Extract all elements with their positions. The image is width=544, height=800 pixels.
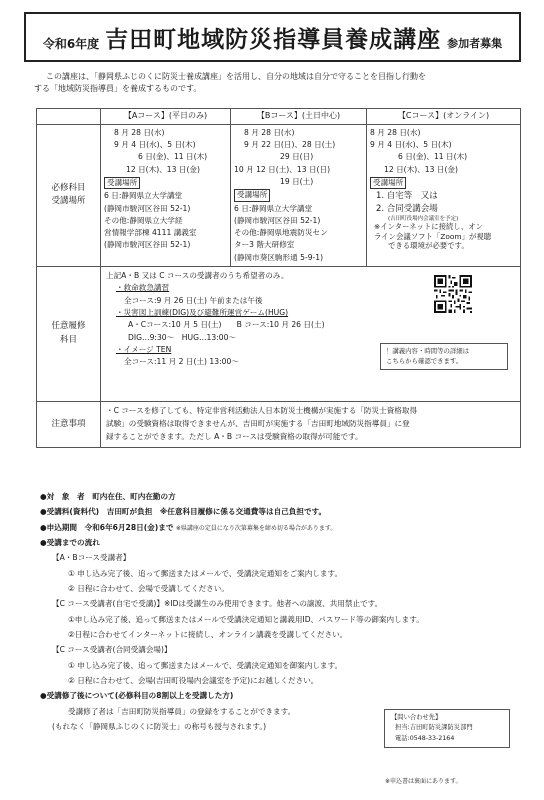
- date-line: 10 月 12 日(土)、13 日(日): [234, 164, 331, 174]
- course-c-cell: [367, 124, 521, 266]
- venue-line: 営情報学部棟 4111 講義室: [104, 228, 197, 238]
- complete-title: ●受講修了後について(必修科目の8割以上を受講した方): [40, 691, 234, 701]
- caution-line: 録することができます。ただし A・B コースは受験資格の取得が可能です。: [106, 431, 363, 441]
- qr-note-box: [380, 343, 508, 370]
- venue-line: 6 日:静岡県立大学講堂: [234, 203, 313, 213]
- table-header-empty: [37, 109, 101, 125]
- elective-content: [101, 267, 520, 401]
- date-line: 29 日(日): [280, 152, 314, 162]
- caution-row: [37, 402, 521, 448]
- date-line: 12 日(木)、13 日(金): [126, 164, 200, 174]
- required-row: [37, 124, 521, 266]
- row-label-caution: 注意事項: [37, 402, 101, 448]
- caution-line: 試験」の受験資格は取得できませんが、吉田町が実施する「吉田町地域防災指導員」に登: [106, 418, 410, 428]
- title-banner: [24, 12, 521, 62]
- row-label-elective: [37, 267, 101, 402]
- deadline-text: ●申込期間 令和6年6月28日(金)まで: [40, 522, 174, 532]
- intro-line: する「地域防災指導員」を養成するものです。: [34, 84, 202, 94]
- date-line: 9 月 4 日(水)、5 日(木): [114, 140, 196, 150]
- ab-title: 【A・Bコース受講者】: [52, 553, 131, 563]
- venue-option: 1. 自宅等 又は: [376, 191, 438, 202]
- elective-item-line: A・Cコース:10 月 5 日(土) B コース:10 月 26 日(土): [128, 320, 325, 330]
- elective-row: [37, 267, 521, 402]
- row-label-line: 任意履修: [51, 321, 86, 332]
- page-title: 吉田町地域防災指導員養成講座: [105, 27, 442, 53]
- date-line: 12 日(木)、13 日(金): [384, 164, 458, 174]
- venue-label: 受講場所: [104, 177, 140, 189]
- date-line: 9 月 4 日(水)、5 日(木): [370, 140, 452, 150]
- contact-title: 【問い合わせ先】: [391, 714, 442, 721]
- date-line: 6 日(金)、11 日(木): [398, 152, 468, 162]
- ab-line: ② 日程に合わせて、会場で受講してください。: [68, 583, 229, 593]
- elective-cell: [101, 267, 521, 402]
- fee-line: ●受講料(資料代) 吉田町が負担 ※任意科目履修に係る交通費等は自己負担です。: [40, 507, 327, 517]
- caution-cell: [101, 402, 521, 448]
- c-home-title: 【C コース受講者(自宅で受講)】※IDは受講生のみ使用できます。他者への譲渡、共用禁止です。: [52, 599, 383, 609]
- date-line: 8 月 28 日(水): [114, 127, 165, 137]
- title-year: 令和6年度: [42, 36, 100, 51]
- course-table: [36, 108, 521, 448]
- row-label-required: [37, 124, 101, 266]
- date-line: 9 月 22 日(日)、28 日(土): [244, 140, 336, 150]
- venue-label: 受講場所: [370, 177, 406, 189]
- ab-line: ① 申し込み完了後、追って郵送またはメールで、受講決定通知をご案内します。: [68, 568, 343, 578]
- elective-item-line: 全コース:9 月 26 日(土) 午前または午後: [124, 295, 263, 305]
- course-a-cell: [101, 124, 231, 266]
- contact-box: [384, 709, 510, 748]
- elective-item-title: ・イメージ TEN: [116, 344, 172, 354]
- info-section: [40, 489, 520, 734]
- qr-note-line: こちらから確認できます。: [386, 357, 463, 366]
- row-label-line: 必修科目: [51, 182, 86, 193]
- venue-line: その他:静岡県立大学経: [104, 215, 183, 225]
- date-line: 6 日(金)、11 日(木): [138, 152, 208, 162]
- c-venue-line: ② 日程に合わせて、会場(吉田町役場内会議室を予定)にお越しください。: [68, 675, 319, 685]
- date-line: 8 月 28 日(水): [244, 127, 295, 137]
- venue-line: 6 日:静岡県立大学講堂: [104, 191, 183, 201]
- intro-paragraph: [34, 71, 514, 96]
- online-note-line: ※インターネットに接続し、オン: [374, 222, 483, 232]
- qr-note-line: ！講義内容・時間等の詳細は: [386, 347, 470, 356]
- elective-item-title: ・災害図上訓練(DIG)及び避難所運営ゲーム(HUG): [116, 307, 289, 317]
- venue-line: (静岡市駿河区谷田 52-1): [234, 215, 321, 225]
- c-venue-line: ① 申し込み完了後、追って郵送またはメールで、受講決定通知を御案内します。: [68, 660, 343, 670]
- c-home-line: ①申し込み完了後、追って郵送またはメールで受講決定通知と講義用ID、パスワード等の御案内します。: [68, 614, 424, 624]
- venue-line: (静岡市葵区駒形通 5-9-1): [234, 252, 324, 262]
- online-note-line: できる環境が必要です。: [388, 240, 469, 250]
- contact-dept: 担当:吉田町防災課防災部門: [395, 724, 473, 732]
- title-subtitle: 参加者募集: [447, 37, 503, 51]
- venue-label: 受講場所: [234, 189, 270, 201]
- row-label-line: 科目: [59, 335, 77, 346]
- complete-line: (もれなく「静岡県ふじのくに防災士」の称号も授与されます。): [52, 721, 267, 731]
- elective-item-line: 全コース:11 月 2 日(土) 13:00～: [124, 357, 239, 367]
- caution-line: ・C コースを修了しても、特定非営利活動法人日本防災士機構が実施する「防災士資格取得: [106, 406, 418, 416]
- venue-line: その他:静岡県地震防災セン: [234, 228, 328, 238]
- elective-item-title: ・救命救急講習: [116, 283, 170, 293]
- target-line: ●対 象 者 町内在住、町内在勤の方: [40, 492, 176, 501]
- venue-option-note: (吉田町役場内会議室を予定): [388, 215, 459, 222]
- header-course-b: 【Bコース】(土日中心): [231, 109, 367, 125]
- header-course-c: 【Cコース】(オンライン): [367, 109, 521, 125]
- footnote: ※申込書は裏面にあります。: [385, 778, 462, 785]
- intro-line: この講座は、「静岡県ふじのくに防災士養成講座」を活用し、自分の地域は自分で守ることを目指し行動を: [46, 72, 426, 81]
- venue-option: 2. 合同受講会場: [376, 203, 438, 214]
- c-home-line: ②日程に合わせてインターネットに接続し、オンライン講義を受講してください。: [68, 629, 348, 639]
- flow-title: ●受講までの流れ: [40, 537, 100, 547]
- c-venue-title: 【C コース受講者(合同受講会場)】: [52, 645, 172, 655]
- venue-line: (静岡市駿河区谷田 52-1): [104, 203, 191, 213]
- venue-line: ター3 階大研修室: [234, 240, 295, 250]
- online-note-line: ライン会議ソフト「Zoom」が視聴: [374, 231, 492, 241]
- header-course-a: 【Aコース】(平日のみ): [101, 109, 231, 125]
- date-line: 19 日(土): [280, 176, 314, 186]
- venue-line: (静岡市駿河区谷田 52-1): [104, 240, 191, 250]
- table-header-row: [37, 109, 521, 125]
- deadline-line: [40, 520, 520, 535]
- row-label-line: 受講場所: [51, 196, 86, 207]
- elective-intro: 上記A・B 又は C コースの受講者のうち希望者のみ。: [106, 271, 289, 281]
- deadline-note: ※県講座の定員になり次第募集を締め切る場合があります。: [175, 524, 337, 532]
- qr-code-icon[interactable]: [434, 275, 472, 313]
- contact-phone: 電話:0548-33-2164: [395, 734, 455, 742]
- date-line: 8 月 28 日(水): [370, 127, 421, 137]
- course-b-cell: [231, 124, 367, 266]
- elective-item-line: DIG…9:30～ HUG…13:00～: [128, 332, 237, 342]
- complete-line: 受講修了者は「吉田町防災指導員」の登録をすることができます。: [68, 706, 296, 716]
